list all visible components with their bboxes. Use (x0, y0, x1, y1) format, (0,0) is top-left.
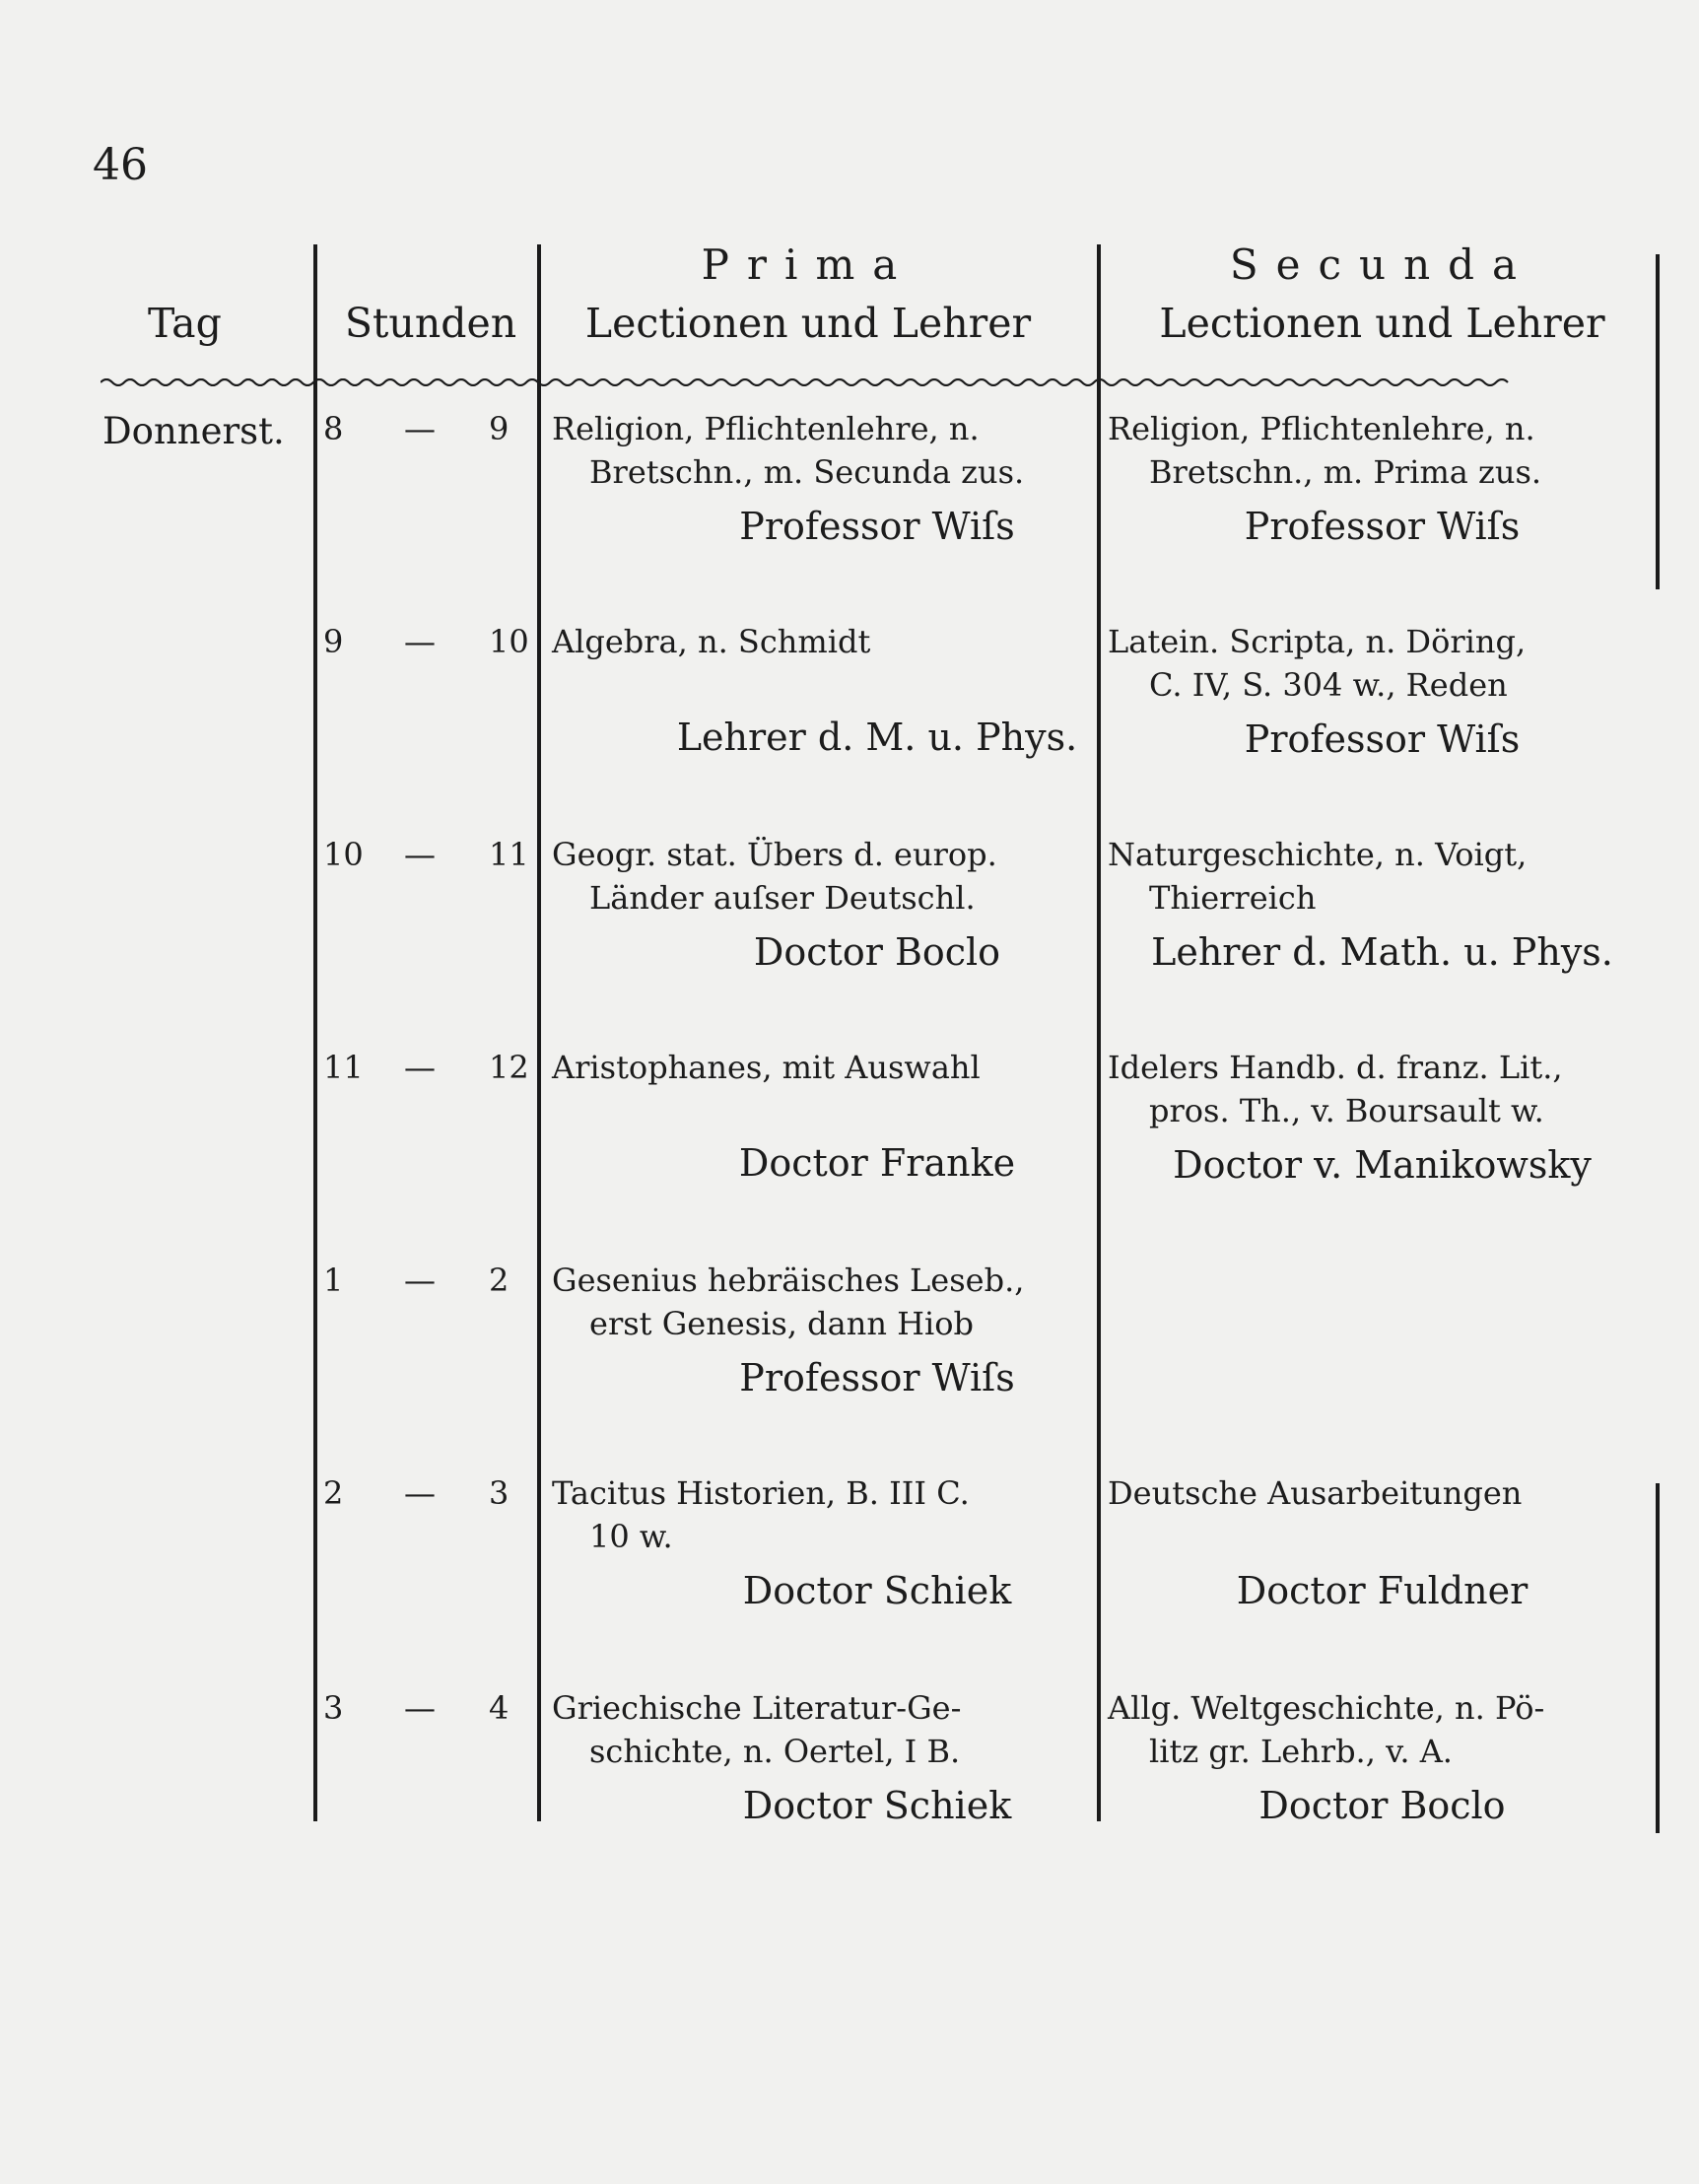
hour-dash: — (404, 1262, 436, 1299)
page-number: 46 (93, 140, 148, 190)
secunda-teacher: Professor Wiſs (1244, 717, 1521, 761)
hour-dash: — (404, 410, 436, 447)
prima-teacher: Doctor Schiek (742, 1784, 1012, 1827)
prima-lesson-line: Länder auſser Deutschl. (589, 879, 976, 917)
secunda-teacher: Doctor v. Manikowsky (1173, 1143, 1592, 1187)
hour-from: 8 (323, 410, 344, 447)
hour-to: 3 (489, 1474, 510, 1512)
header-prima-sub: Lectionen und Lehrer (584, 300, 1032, 347)
hour-to: 4 (489, 1689, 510, 1727)
secunda-lesson-line: Bretschn., m. Prima zus. (1149, 453, 1542, 491)
hour-to: 9 (489, 410, 510, 447)
column-rule-tag (313, 244, 317, 1821)
secunda-teacher: Professor Wiſs (1244, 505, 1521, 548)
hour-dash: — (404, 836, 436, 873)
header-stunden: Stunden (344, 300, 517, 347)
prima-lesson-line: erst Genesis, dann Hiob (589, 1305, 974, 1342)
prima-lesson-line: Aristophanes, mit Auswahl (552, 1049, 981, 1086)
hour-to: 12 (489, 1049, 529, 1086)
prima-lesson-line: Religion, Pflichtenlehre, n. (552, 410, 980, 447)
column-rule-right-bottom (1656, 1483, 1660, 1833)
bleed-through-text (207, 244, 239, 290)
header-secunda-sub: Lectionen und Lehrer (1159, 300, 1605, 347)
hour-to: 11 (489, 836, 529, 873)
wavy-divider (101, 378, 1656, 386)
prima-lesson-line: 10 w. (589, 1518, 673, 1555)
secunda-lesson-line: Thierreich (1149, 879, 1317, 917)
secunda-lesson-line: C. IV, S. 304 w., Reden (1149, 666, 1508, 704)
hour-from: 11 (323, 1049, 364, 1086)
header-secunda-title: Secunda (1229, 240, 1535, 289)
prima-lesson-line: Gesenius hebräisches Leseb., (552, 1262, 1025, 1299)
prima-lesson-line: Tacitus Historien, B. III C. (552, 1474, 970, 1512)
hour-from: 1 (323, 1262, 344, 1299)
secunda-lesson-line: Deutsche Ausarbeitungen (1108, 1474, 1523, 1512)
secunda-lesson-line: litz gr. Lehrb., v. A. (1149, 1733, 1453, 1770)
prima-lesson-line: Algebra, n. Schmidt (552, 623, 871, 660)
secunda-teacher: Lehrer d. Math. u. Phys. (1151, 930, 1613, 974)
hour-dash: — (404, 1049, 436, 1086)
secunda-teacher: Doctor Fuldner (1236, 1569, 1529, 1612)
prima-teacher: Lehrer d. M. u. Phys. (676, 716, 1078, 759)
secunda-teacher: Doctor Boclo (1258, 1784, 1506, 1827)
column-rule-right-top (1656, 254, 1660, 589)
hour-to: 2 (489, 1262, 510, 1299)
prima-teacher: Doctor Schiek (742, 1569, 1012, 1612)
prima-lesson-line: Griechische Literatur-Ge- (552, 1689, 962, 1727)
header-prima-title: Prima (701, 240, 916, 289)
prima-lesson-line: Geogr. stat. Übers d. europ. (552, 836, 997, 873)
header-secunda (1104, 240, 1661, 347)
secunda-lesson-line: Idelers Handb. d. franz. Lit., (1108, 1049, 1563, 1086)
secunda-lesson-line: Latein. Scripta, n. Döring, (1108, 623, 1527, 660)
hour-from: 10 (323, 836, 364, 873)
prima-teacher: Professor Wiſs (739, 1356, 1015, 1399)
hour-to: 10 (489, 623, 529, 660)
prima-lesson-line: schichte, n. Oertel, I B. (589, 1733, 961, 1770)
prima-teacher: Professor Wiſs (739, 505, 1015, 548)
hour-from: 9 (323, 623, 344, 660)
secunda-lesson-line: Allg. Weltgeschichte, n. Pö- (1108, 1689, 1545, 1727)
secunda-lesson-line: pros. Th., v. Boursault w. (1149, 1092, 1544, 1129)
day-label: Donnerst. (102, 410, 285, 452)
prima-teacher: Doctor Franke (738, 1141, 1016, 1185)
secunda-lesson-line: Naturgeschichte, n. Voigt, (1108, 836, 1528, 873)
hour-dash: — (404, 623, 436, 660)
hour-from: 2 (323, 1474, 344, 1512)
hour-from: 3 (323, 1689, 344, 1727)
prima-lesson-line: Bretschn., m. Secunda zus. (589, 453, 1025, 491)
prima-teacher: Doctor Boclo (753, 930, 1001, 974)
header-tag: Tag (148, 300, 222, 347)
hour-dash: — (404, 1474, 436, 1512)
secunda-lesson-line: Religion, Pflichtenlehre, n. (1108, 410, 1535, 447)
header-prima (542, 240, 1074, 347)
hour-dash: — (404, 1689, 436, 1727)
column-rule-stunden (537, 244, 541, 1821)
